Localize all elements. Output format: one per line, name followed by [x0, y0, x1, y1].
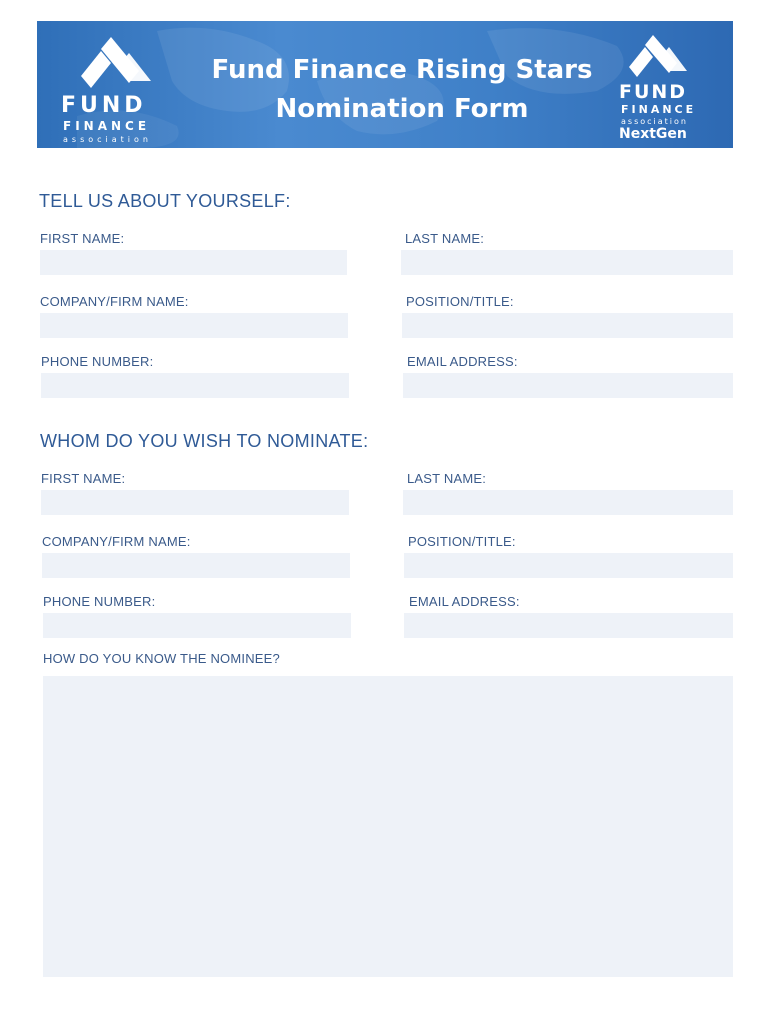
nominee-last-name-field[interactable] — [403, 490, 733, 515]
nominee-email-label: EMAIL ADDRESS: — [409, 594, 520, 609]
self-company-label: COMPANY/FIRM NAME: — [40, 294, 189, 309]
banner-title — [187, 51, 617, 129]
nominee-last-name-label: LAST NAME: — [407, 471, 487, 486]
self-first-name-label: FIRST NAME: — [40, 231, 125, 246]
nextgen-chevron-icon — [615, 29, 715, 79]
nominee-company-field[interactable] — [42, 553, 350, 578]
section-yourself-heading: TELL US ABOUT YOURSELF: — [39, 191, 291, 211]
nominee-position-label: POSITION/TITLE: — [408, 534, 516, 549]
self-first-name-field[interactable] — [40, 250, 347, 275]
nextgen-association-text: association — [621, 117, 688, 126]
nominee-first-name-label: FIRST NAME: — [41, 471, 126, 486]
nominee-position-field[interactable] — [404, 553, 733, 578]
nominee-email-field[interactable] — [404, 613, 733, 638]
nextgen-fund-text: FUND — [619, 81, 688, 103]
logo-finance-text: FINANCE — [63, 119, 151, 133]
nominee-phone-label: PHONE NUMBER: — [43, 594, 156, 609]
nominee-company-label: COMPANY/FIRM NAME: — [42, 534, 191, 549]
header-banner — [37, 21, 733, 148]
self-email-label: EMAIL ADDRESS: — [407, 354, 518, 369]
self-phone-field[interactable] — [41, 373, 349, 398]
self-email-field[interactable] — [403, 373, 733, 398]
section-nominee-heading: WHOM DO YOU WISH TO NOMINATE: — [40, 431, 369, 451]
fund-finance-nextgen-logo — [615, 29, 715, 141]
logo-association-text: association — [63, 135, 152, 144]
nextgen-text: NextGen — [619, 126, 687, 142]
fund-finance-association-logo — [61, 31, 181, 144]
self-last-name-field[interactable] — [401, 250, 733, 275]
logo-chevron-icon — [61, 31, 181, 91]
nominee-phone-field[interactable] — [43, 613, 351, 638]
know-nominee-label: HOW DO YOU KNOW THE NOMINEE? — [43, 651, 280, 666]
self-position-field[interactable] — [402, 313, 733, 338]
know-nominee-textarea[interactable] — [43, 676, 733, 977]
banner-title-line1: Fund Finance Rising Stars — [211, 55, 593, 85]
banner-title-line2: Nomination Form — [275, 94, 529, 124]
self-company-field[interactable] — [40, 313, 348, 338]
nominee-first-name-field[interactable] — [41, 490, 349, 515]
self-phone-label: PHONE NUMBER: — [41, 354, 154, 369]
logo-fund-text: FUND — [61, 93, 147, 118]
self-position-label: POSITION/TITLE: — [406, 294, 514, 309]
self-last-name-label: LAST NAME: — [405, 231, 485, 246]
nextgen-finance-text: FINANCE — [621, 103, 697, 116]
